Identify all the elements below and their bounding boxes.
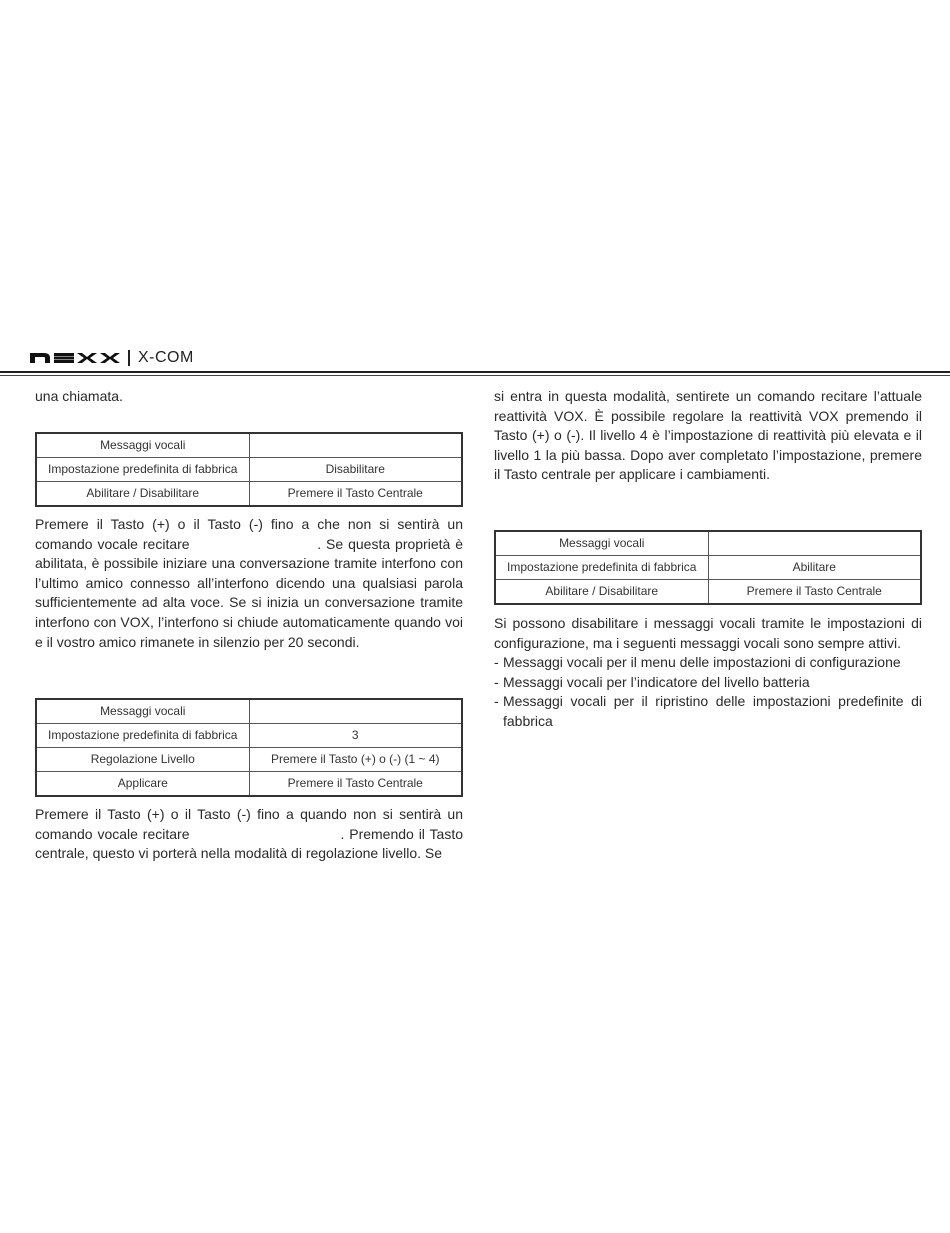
table-cell: 3 — [249, 724, 462, 748]
body-paragraph: Si possono disabilitare i messaggi vocali tramite le impostazioni di configurazione, ma i seguenti messaggi vocali sono sempre attivi. — [494, 615, 922, 651]
model-name: X-COM — [138, 349, 194, 366]
right-para-1 — [494, 387, 922, 485]
table-cell — [708, 531, 921, 556]
table-cell: Messaggi vocali — [495, 531, 708, 556]
table-cell: Impostazione predefinita di fabbrica — [36, 458, 249, 482]
table-cell: Premere il Tasto Centrale — [249, 482, 462, 507]
table-cell: Impostazione predefinita di fabbrica — [36, 724, 249, 748]
table-row — [36, 772, 462, 797]
header-rule — [0, 371, 950, 373]
header-rule-thin — [0, 375, 950, 376]
table-row — [36, 433, 462, 458]
page-header — [30, 347, 194, 369]
body-paragraph: si entra in questa modalità, sentirete un comando recitare l’attuale reattività VOX. È possibile regolare la reattività VOX premendo il Tasto (+) o (-). Il livello 4 è l’impostazione di reattività più elevata e il livello 1 la più bassa. Dopo aver completato l’impostazione, premere il Tasto centrale per applicare i cambiamenti. — [494, 388, 922, 483]
table-cell: Impostazione predefinita di fabbrica — [495, 556, 708, 580]
list-item: - Messaggi vocali per il ripristino delle impostazioni predefinite di fabbrica — [494, 692, 922, 731]
right-para-2 — [494, 614, 922, 732]
table-row — [36, 699, 462, 724]
table-row — [36, 482, 462, 507]
always-on-prompts-list — [494, 653, 922, 731]
table-voice-prompts-2 — [494, 530, 922, 605]
table-cell: Abilitare / Disabilitare — [495, 580, 708, 605]
body-paragraph: Premere il Tasto (+) o il Tasto (-) fino a quando non si sentirà un comando vocale recitare . Premendo il Tasto centrale, questo vi porterà nella modalità di regolazione livello. Se — [35, 806, 463, 862]
table-cell: Disabilitare — [249, 458, 462, 482]
table-cell: Messaggi vocali — [36, 433, 249, 458]
list-item: - Messaggi vocali per l’indicatore del livello batteria — [494, 673, 922, 693]
table-cell: Applicare — [36, 772, 249, 797]
table-row — [495, 531, 921, 556]
list-item: - Messaggi vocali per il menu delle impostazioni di configurazione — [494, 653, 922, 673]
table-cell: Premere il Tasto Centrale — [708, 580, 921, 605]
header-separator — [128, 350, 130, 366]
intro-text: una chiamata. — [35, 388, 123, 404]
table-cell: Regolazione Livello — [36, 748, 249, 772]
table-cell — [249, 699, 462, 724]
table-cell: Abilitare / Disabilitare — [36, 482, 249, 507]
table-cell: Abilitare — [708, 556, 921, 580]
table-cell: Premere il Tasto (+) o (-) (1 ~ 4) — [249, 748, 462, 772]
table-voice-prompts-1 — [35, 432, 463, 507]
table-cell — [249, 433, 462, 458]
table-row — [36, 724, 462, 748]
nexx-logo — [30, 351, 122, 365]
body-paragraph: Premere il Tasto (+) o il Tasto (-) fino a che non si sentirà un comando vocale recitare . Se questa proprietà è abilitata, è possibile iniziare una conversazione tramite interfono con l’ultimo amico connesso all’interfono dicendo una qualsiasi parola sufficientemente ad alta voce. Se si inizia un conversazione tramite interfono con VOX, l’interfono si chiude automaticamente quando voi e il vostro amico rimanete in silenzio per 20 secondi. — [35, 516, 463, 650]
table-row — [36, 748, 462, 772]
left-para-1 — [35, 515, 463, 652]
table-cell: Messaggi vocali — [36, 699, 249, 724]
table-row — [36, 458, 462, 482]
table-row — [495, 556, 921, 580]
table-cell: Premere il Tasto Centrale — [249, 772, 462, 797]
left-para-2 — [35, 805, 463, 864]
left-column — [35, 387, 463, 407]
table-row — [495, 580, 921, 605]
table-vox-sensitivity — [35, 698, 463, 797]
